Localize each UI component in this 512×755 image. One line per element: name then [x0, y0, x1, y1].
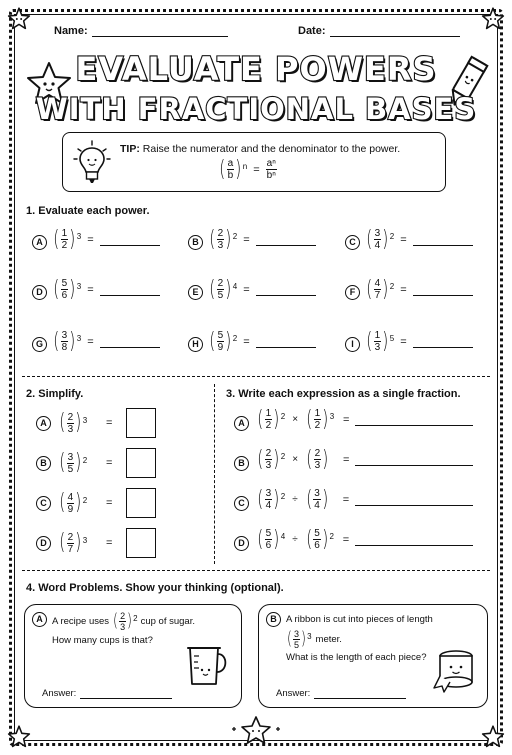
fraction: $\frac{5}{9}$	[217, 330, 224, 353]
problem-b-answer-line[interactable]	[314, 698, 406, 699]
measuring-cup-icon	[182, 640, 232, 688]
evaluate-item	[365, 228, 473, 251]
equals-sign: =	[400, 283, 407, 296]
section4-title: 4. Word Problems. Show your thinking (optional).	[26, 582, 284, 594]
single-fraction-item	[256, 448, 473, 471]
equals-sign: =	[342, 533, 350, 546]
item-letter-badge: A	[36, 416, 51, 431]
fraction: $\frac{1}{2}$	[61, 228, 68, 251]
date-field[interactable]	[298, 25, 460, 37]
answer-line[interactable]	[256, 295, 316, 296]
item-letter-badge: I	[345, 337, 360, 352]
power-expression: ( $\frac{3}{4}$ )	[305, 486, 329, 512]
star-icon	[226, 715, 286, 745]
single-fraction-item	[256, 408, 473, 431]
power-expression: ( $\frac{3}{4}$ ) 2	[257, 486, 286, 512]
star-icon	[480, 724, 506, 750]
problem-b-question: What is the length of each piece?	[286, 652, 427, 663]
simplify-item	[58, 448, 156, 478]
answer-line[interactable]	[256, 245, 316, 246]
power-expression: ( $\frac{2}{3}$ ) 2	[209, 226, 238, 252]
equals-sign: =	[106, 497, 113, 509]
power-expression: ( $\frac{3}{5}$ ) 2	[59, 450, 88, 475]
item-letter-badge: B	[234, 456, 249, 471]
evaluate-item	[208, 278, 316, 301]
equals-sign: =	[106, 417, 113, 429]
answer-box[interactable]	[126, 528, 156, 558]
answer-box[interactable]	[126, 408, 156, 438]
power-expression: ( $\frac{2}{3}$ ) 2	[257, 446, 286, 472]
problem-b-text: A ribbon is cut into pieces of length ( $\frac{3}{5}$ ) 3 meter. What is the length of each piece?	[286, 613, 482, 664]
tip-description: Raise the numerator and the denominator to the power.	[142, 143, 401, 155]
star-icon	[480, 6, 506, 32]
title-line-1: EVALUATE POWERS	[75, 50, 437, 88]
power-expression: ( $\frac{5}{6}$ ) 3	[53, 276, 82, 302]
fraction: $\frac{2}{5}$	[217, 278, 224, 301]
item-letter-badge: D	[36, 536, 51, 551]
item-letter-badge: G	[32, 337, 47, 352]
problem-b-badge: B	[266, 612, 281, 627]
power-expression: ( $\frac{2}{3}$ ) 3	[59, 410, 88, 435]
equals-sign: =	[87, 233, 94, 246]
item-letter-badge: C	[36, 496, 51, 511]
divider	[22, 376, 490, 377]
operator: ×	[292, 414, 299, 425]
star-icon	[6, 724, 32, 750]
single-fraction-item	[256, 528, 473, 551]
ribbon-spool-icon	[432, 648, 480, 694]
answer-box[interactable]	[126, 488, 156, 518]
equals-sign: =	[106, 457, 113, 469]
section3-title: 3. Write each expression as a single fraction.	[226, 388, 461, 400]
fraction: $\frac{2}{7}$	[67, 531, 74, 555]
equals-sign: =	[343, 453, 350, 466]
equals-sign: =	[342, 493, 350, 506]
power-expression: ( $\frac{1}{3}$ ) 5	[366, 328, 395, 354]
tip-formula: ( $\frac{a}{b}$ ) n = $\frac{\text{aⁿ}}{\text{bⁿ}}$	[219, 156, 276, 182]
fraction: $\frac{2}{3}$	[314, 448, 321, 471]
evaluate-item	[52, 228, 160, 251]
power-expression: ( $\frac{1}{2}$ ) 3	[306, 406, 335, 432]
tip-text	[120, 143, 400, 155]
single-fraction-item	[256, 488, 473, 511]
section2-title: 2. Simplify.	[26, 388, 84, 400]
evaluate-item	[52, 330, 160, 353]
fraction: $\frac{1}{2}$	[265, 408, 272, 431]
power-expression: ( $\frac{2}{7}$ ) 3	[59, 530, 88, 555]
answer-line[interactable]	[355, 505, 473, 506]
equals-sign: =	[400, 233, 407, 246]
equals-sign: =	[87, 283, 94, 296]
answer-line[interactable]	[256, 347, 316, 348]
item-letter-badge: D	[234, 536, 249, 551]
item-letter-badge: A	[32, 235, 47, 250]
lightbulb-icon	[72, 139, 112, 187]
item-letter-badge: H	[188, 337, 203, 352]
power-expression: ( $\frac{5}{9}$ ) 2	[209, 328, 238, 354]
power-expression: ( $\frac{2}{5}$ ) 4	[209, 276, 238, 302]
fraction: $\frac{5}{6}$	[265, 528, 272, 551]
simplify-item	[58, 408, 156, 438]
item-letter-badge: C	[234, 496, 249, 511]
fraction: $\frac{3}{4}$	[314, 488, 320, 511]
equals-sign: =	[243, 233, 250, 246]
operator: ×	[292, 454, 299, 465]
fraction: $\frac{4}{7}$	[374, 278, 381, 301]
item-letter-badge: D	[32, 285, 47, 300]
answer-line[interactable]	[413, 347, 473, 348]
power-expression: ( $\frac{4}{7}$ ) 2	[366, 276, 395, 302]
section1-title: 1. Evaluate each power.	[26, 205, 150, 217]
item-letter-badge: E	[188, 285, 203, 300]
evaluate-item	[365, 330, 473, 353]
date-line[interactable]	[330, 27, 460, 37]
answer-line[interactable]	[413, 245, 473, 246]
answer-line[interactable]	[100, 245, 160, 246]
problem-a-question: How many cups is that?	[52, 635, 153, 646]
power-expression: ( $\frac{1}{2}$ ) 3	[53, 226, 82, 252]
problem-b-answer-label: Answer:	[276, 688, 311, 699]
equals-sign: =	[87, 335, 94, 348]
power-expression: ( $\frac{3}{4}$ ) 2	[366, 226, 395, 252]
answer-line[interactable]	[413, 295, 473, 296]
fraction: $\frac{2}{3}$	[67, 411, 74, 435]
power-expression: ( $\frac{4}{9}$ ) 2	[59, 490, 88, 515]
item-letter-badge: F	[345, 285, 360, 300]
fraction: $\frac{5}{6}$	[61, 278, 68, 301]
fraction: $\frac{3}{5}$	[67, 451, 74, 475]
equals-sign: =	[243, 335, 250, 348]
item-letter-badge: B	[36, 456, 51, 471]
fraction: $\frac{1}{2}$	[314, 408, 321, 431]
fraction: $\frac{3}{4}$	[265, 488, 272, 511]
simplify-item	[58, 488, 156, 518]
answer-line[interactable]	[100, 295, 160, 296]
name-field[interactable]	[54, 25, 228, 37]
evaluate-item	[208, 228, 316, 251]
equals-sign: =	[400, 335, 407, 348]
fraction: $\frac{2}{3}$	[265, 448, 272, 471]
equals-sign: =	[243, 283, 250, 296]
answer-box[interactable]	[126, 448, 156, 478]
operator: ÷	[292, 494, 298, 505]
fraction: $\frac{2}{3}$	[217, 228, 224, 251]
problem-a-answer-line[interactable]	[80, 698, 172, 699]
power-expression: ( $\frac{1}{2}$ ) 2	[257, 406, 286, 432]
problem-a-text: A recipe uses ( $\frac{2}{3}$ ) 2 cup of sugar. How many cups is that?	[52, 610, 232, 647]
problem-a-badge: A	[32, 612, 47, 627]
tip-label: TIP:	[120, 143, 140, 155]
name-label: Name:	[54, 25, 88, 37]
equals-sign: =	[106, 537, 113, 549]
fraction: $\frac{3}{8}$	[61, 330, 68, 353]
operator: ÷	[292, 534, 298, 545]
evaluate-item	[52, 278, 160, 301]
equals-sign: =	[343, 413, 350, 426]
title-line-2: WITH FRACTIONAL BASES	[35, 92, 477, 126]
divider	[214, 384, 215, 564]
power-expression: ( $\frac{2}{3}$ )	[306, 446, 329, 472]
fraction: $\frac{4}{9}$	[67, 491, 74, 515]
name-line[interactable]	[92, 27, 228, 37]
evaluate-item	[208, 330, 316, 353]
power-expression: ( $\frac{5}{6}$ ) 4	[257, 526, 286, 552]
divider	[22, 570, 490, 571]
answer-line[interactable]	[100, 347, 160, 348]
answer-line[interactable]	[355, 465, 473, 466]
power-expression: ( $\frac{3}{8}$ ) 3	[53, 328, 82, 354]
evaluate-item	[365, 278, 473, 301]
fraction: $\frac{3}{4}$	[374, 228, 381, 251]
date-label: Date:	[298, 25, 326, 37]
item-letter-badge: C	[345, 235, 360, 250]
item-letter-badge: A	[234, 416, 249, 431]
fraction: $\frac{5}{6}$	[314, 528, 320, 551]
star-icon	[6, 6, 32, 32]
answer-line[interactable]	[355, 545, 473, 546]
problem-a-answer-label: Answer:	[42, 688, 77, 699]
item-letter-badge: B	[188, 235, 203, 250]
answer-line[interactable]	[355, 425, 473, 426]
power-expression: ( $\frac{5}{6}$ ) 2	[305, 526, 334, 552]
fraction: $\frac{1}{3}$	[374, 330, 381, 353]
simplify-item	[58, 528, 156, 558]
